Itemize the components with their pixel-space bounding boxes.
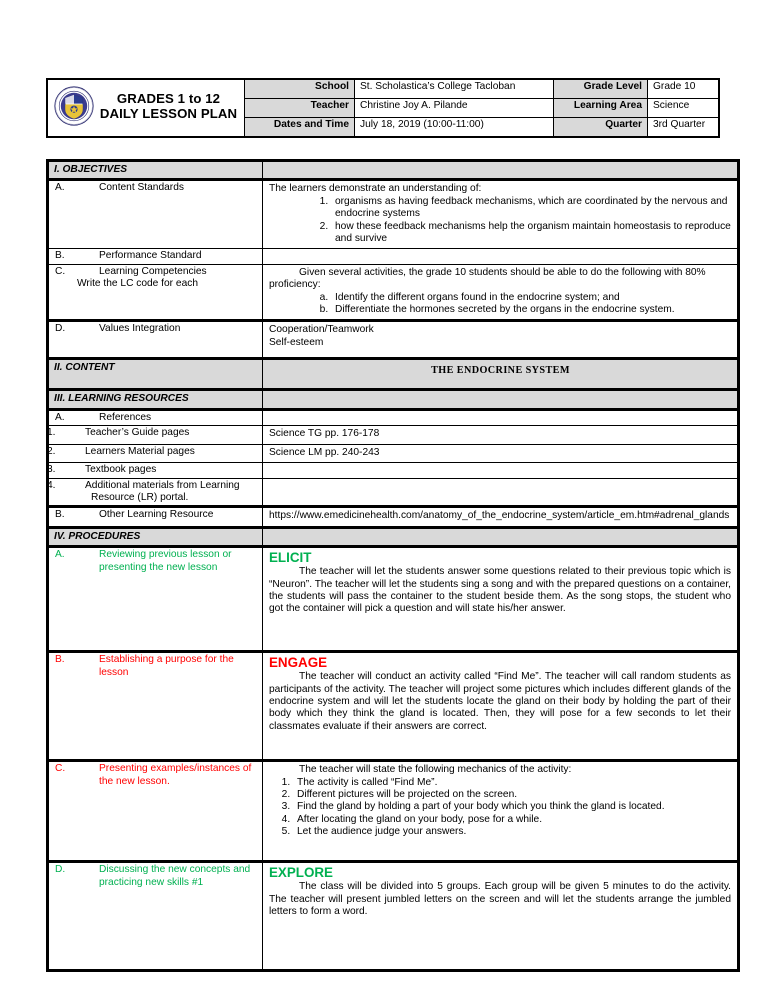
value-content-standards: [263, 180, 739, 249]
header-value-dates-and-time: July 18, 2019 (10:00-11:00): [355, 118, 554, 138]
list-item: 2. Different pictures will be projected on the screen.: [293, 789, 731, 801]
header-row-school: [47, 79, 719, 99]
index-additional-materials: 4.: [47, 479, 56, 491]
list-item: 4. After locating the gland on your body, pose for a while.: [293, 814, 731, 826]
header-value-quarter: 3rd Quarter: [648, 118, 720, 138]
list-item: 2. how these feedback mechanisms help the organism maintain homeostasis to reproduce and survive: [331, 221, 731, 246]
list-item: 1. The activity is called “Find Me”.: [293, 777, 731, 789]
row-other-learning-resource: [48, 507, 739, 527]
label-values-integration: [48, 321, 263, 359]
content-standards-intro: The learners demonstrate an understanding of:: [269, 183, 482, 195]
paragraph-procedure-b: The teacher will conduct an activity called “Find Me”. The teacher will call random students as participants of the activity. The teacher will project some pictures which includes different glands of the endocrine system and will let the students locate the gland on their body by holding the part of their body which they think the gland is located. Then, they will pose for a few seconds to let their classmates evaluate if their answers are correct.: [269, 671, 731, 732]
row-performance-standard: [48, 249, 739, 264]
content-title: THE ENDOCRINE SYSTEM: [263, 359, 739, 390]
header-value-learning-area: Science: [648, 99, 720, 118]
index-textbook-pages: 3.: [47, 464, 56, 476]
row-content-standards: [48, 180, 739, 249]
paragraph-procedure-a: The teacher will let the students answer some questions related to their previous topic which is “Neuron”. The teacher will let the students sing a song and with the prepared questions on a container, the students will pass the container to the student beside them. As the song stops, the student who got the container will pick a question and will state his/her answer.: [269, 566, 731, 615]
row-references: [48, 409, 739, 425]
text-procedure-d: Discussing the new concepts and practicing new skills #1: [99, 864, 251, 888]
band-row-objectives: [48, 161, 739, 180]
content-standards-list: [269, 196, 731, 246]
header-branding-cell: [47, 79, 245, 137]
index-other-learning-resource: B.: [55, 509, 65, 521]
list-item: 5. Let the audience judge your answers.: [293, 826, 731, 838]
values-integration-line2: Self-esteem: [269, 336, 324, 348]
header-title-line2: DAILY LESSON PLAN: [99, 106, 238, 121]
section-band-procedures: IV. PROCEDURES: [48, 527, 263, 546]
label-procedure-a: [48, 547, 263, 652]
label-textbook-pages: [48, 463, 263, 478]
label-procedure-d: [48, 862, 263, 971]
label-content-standards: [48, 180, 263, 249]
header-value-school: St. Scholastica’s College Tacloban: [355, 79, 554, 99]
row-textbook-pages: [48, 463, 739, 478]
label-learners-material-pages: [48, 444, 263, 462]
phase-heading-explore: EXPLORE: [269, 865, 333, 881]
header-label-teacher: Teacher: [245, 99, 355, 118]
value-additional-materials: [263, 478, 739, 507]
text-procedure-a: Reviewing previous lesson or presenting the new lesson: [99, 549, 232, 573]
row-teachers-guide-pages: [48, 426, 739, 444]
section-band-procedures-blank: [263, 527, 739, 546]
text-teachers-guide-pages: Teacher’s Guide pages: [85, 427, 190, 439]
values-integration-line1: Cooperation/Teamwork: [269, 324, 374, 336]
row-learners-material-pages: [48, 444, 739, 462]
label-additional-materials: [48, 478, 263, 507]
header-title: [97, 91, 244, 121]
header-value-grade-level: Grade 10: [648, 79, 720, 99]
label-procedure-c: [48, 761, 263, 862]
value-values-integration: [263, 321, 739, 359]
section-band-objectives: I. OBJECTIVES: [48, 161, 263, 180]
text-procedure-c: Presenting examples/instances of the new lesson.: [99, 763, 252, 787]
label-learning-competencies: [48, 264, 263, 321]
value-procedure-d: [263, 862, 739, 971]
section-band-content: II. CONTENT: [48, 359, 263, 390]
text-content-standards: Content Standards: [99, 182, 184, 194]
deped-seal-logo-icon: [54, 86, 94, 126]
learning-competencies-intro: Given several activities, the grade 10 students should be able to do the following with 80% proficiency:: [269, 266, 706, 291]
value-learners-material-pages: Science LM pp. 240-243: [263, 444, 739, 462]
header-label-grade-level: Grade Level: [554, 79, 648, 99]
label-other-learning-resource: [48, 507, 263, 527]
list-item: b. Differentiate the hormones secreted by the organs in the endocrine system.: [331, 304, 731, 316]
index-content-standards: A.: [55, 182, 65, 194]
value-procedure-c: [263, 761, 739, 862]
value-other-learning-resource[interactable]: https://www.emedicinehealth.com/anatomy_of_the_endocrine_system/article_em.htm#adrenal_glands: [263, 507, 739, 527]
text-additional-materials: Additional materials from Learning Resource (LR) portal.: [85, 479, 240, 503]
band-row-content: [48, 359, 739, 390]
row-procedure-b: [48, 652, 739, 761]
label-teachers-guide-pages: [48, 426, 263, 444]
lesson-plan-body-table: [46, 159, 740, 972]
index-learning-competencies: C.: [55, 265, 66, 277]
text-performance-standard: Performance Standard: [99, 250, 202, 262]
text-other-learning-resource: Other Learning Resource: [99, 509, 214, 521]
text-learning-competencies-line1: Learning Competencies: [99, 265, 207, 277]
index-procedure-d: D.: [55, 864, 66, 876]
value-references: [263, 409, 739, 425]
row-values-integration: [48, 321, 739, 359]
section-band-learning-resources: III. LEARNING RESOURCES: [48, 390, 263, 409]
text-learning-competencies-line2: Write the LC code for each: [77, 278, 198, 290]
value-teachers-guide-pages: Science TG pp. 176-178: [263, 426, 739, 444]
value-procedure-a: [263, 547, 739, 652]
section-band-learning-resources-blank: [263, 390, 739, 409]
list-item: 3. Find the gland by holding a part of your body which you think the gland is located.: [293, 801, 731, 813]
index-values-integration: D.: [55, 323, 66, 335]
value-procedure-b: [263, 652, 739, 761]
index-performance-standard: B.: [55, 250, 65, 262]
text-references: References: [99, 411, 152, 423]
row-procedure-c: [48, 761, 739, 862]
phase-heading-elicit: ELICIT: [269, 550, 312, 566]
text-learners-material-pages: Learners Material pages: [85, 445, 195, 457]
header-label-school: School: [245, 79, 355, 99]
index-procedure-a: A.: [55, 549, 65, 561]
band-row-procedures: [48, 527, 739, 546]
header-label-dates-and-time: Dates and Time: [245, 118, 355, 138]
index-references: A.: [55, 411, 65, 423]
row-procedure-d: [48, 862, 739, 971]
learning-competencies-list: [269, 292, 731, 317]
procedure-c-list: [269, 777, 731, 839]
label-references: [48, 409, 263, 425]
row-learning-competencies: [48, 264, 739, 321]
lesson-plan-header-table: [46, 78, 720, 138]
label-procedure-b: [48, 652, 263, 761]
paragraph-procedure-c: The teacher will state the following mechanics of the activity:: [299, 764, 572, 776]
value-textbook-pages: [263, 463, 739, 478]
list-item: 1. organisms as having feedback mechanisms, which are coordinated by the nervous and endocrine systems: [331, 196, 731, 221]
row-procedure-a: [48, 547, 739, 652]
header-value-teacher: Christine Joy A. Pilande: [355, 99, 554, 118]
value-learning-competencies: [263, 264, 739, 321]
header-title-line1: GRADES 1 to 12: [116, 91, 221, 106]
paragraph-procedure-d: The class will be divided into 5 groups. Each group will be given 5 minutes to do the activity. The teacher will present jumbled letters on the screen and will let the students arrange the jumbled letters to form a word.: [269, 881, 731, 917]
text-values-integration: Values Integration: [99, 323, 181, 335]
section-band-objectives-blank: [263, 161, 739, 180]
index-learners-material-pages: 2.: [47, 445, 56, 457]
index-teachers-guide-pages: 1.: [47, 427, 56, 439]
phase-heading-engage: ENGAGE: [269, 655, 328, 671]
row-additional-materials: [48, 478, 739, 507]
value-performance-standard: [263, 249, 739, 264]
index-procedure-c: C.: [55, 763, 66, 775]
index-procedure-b: B.: [55, 654, 65, 666]
text-textbook-pages: Textbook pages: [85, 464, 157, 476]
label-performance-standard: [48, 249, 263, 264]
list-item: a. Identify the different organs found in the endocrine system; and: [331, 292, 731, 304]
band-row-learning-resources: [48, 390, 739, 409]
header-label-learning-area: Learning Area: [554, 99, 648, 118]
text-procedure-b: Establishing a purpose for the lesson: [99, 654, 234, 678]
header-label-quarter: Quarter: [554, 118, 648, 138]
